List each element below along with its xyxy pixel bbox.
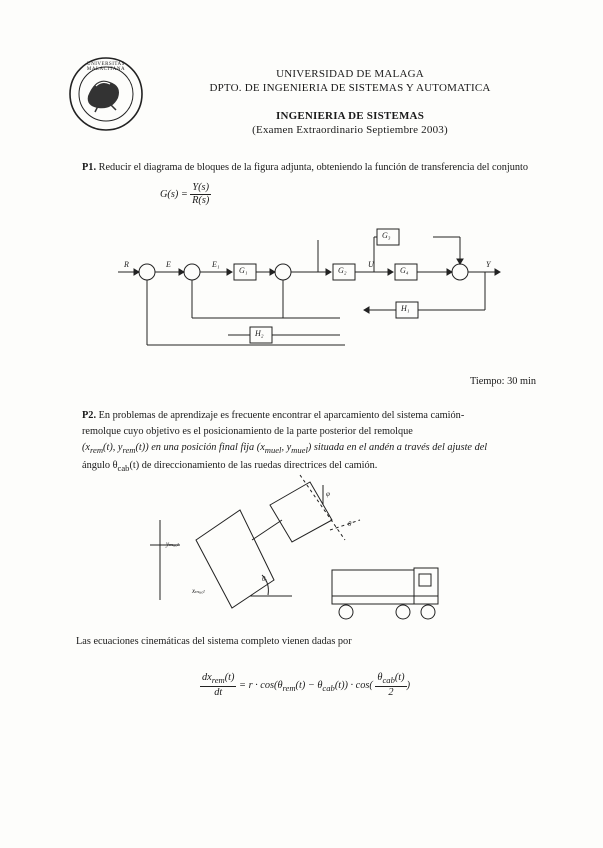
p2-l3-sub4: muel [291, 445, 308, 456]
university-name: UNIVERSIDAD DE MALAGA [276, 68, 424, 80]
block-h2: H₂ [255, 329, 264, 338]
p2-l4-sub: cab [117, 463, 130, 474]
formula-lhs: G(s) = [160, 188, 188, 200]
signal-r: R [124, 260, 129, 269]
eq-rhs-sub2: cab [322, 682, 335, 693]
kinematic-equation [200, 672, 410, 699]
p2-l3b: (t), y [103, 442, 123, 453]
block-g3: G₃ [382, 231, 391, 240]
eq-fraction-2 [375, 672, 406, 699]
block-g2: G₂ [338, 266, 347, 275]
eq-rhs-sub1: rem [282, 682, 296, 693]
label-ymuel: yₘᵤₑₗ [166, 540, 179, 548]
p2-l3c: (t)) en una posición final fija (x [135, 442, 265, 453]
eq-num-text: dx [202, 672, 212, 683]
eq-frac2-num-tail: (t) [394, 672, 405, 683]
p2-l3-sub3: muel [264, 445, 282, 456]
eq-num-tail: (t) [224, 672, 235, 683]
p2-line-2: remolque cuyo objetivo es el posicionamiento de la parte posterior del remolque [82, 426, 413, 437]
eq-den: dt [214, 687, 223, 699]
eq-frac2-num-text: θ [377, 672, 383, 683]
block-g4: G₄ [400, 266, 409, 275]
eq-frac2-den: 2 [388, 687, 394, 699]
p2-l3e: ) situada en el andén a través del ajuste del [307, 442, 488, 453]
eq-rhs-c: (t)) · cos( [334, 679, 373, 691]
p2-line-1-text: En problemas de aprendizaje es frecuente encontrar el aparcamiento del sistema camión- [98, 410, 465, 421]
formula-numerator: Y(s) [192, 182, 209, 193]
signal-u: U [368, 260, 374, 269]
course-title: INGENIERIA DE SISTEMAS [275, 110, 425, 122]
label-theta: θ [348, 520, 352, 528]
p1-text: Reducir el diagrama de bloques de la figura adjunta, obteniendo la función de transferencia del conjunto [98, 162, 529, 173]
block-h1: H₁ [401, 304, 410, 313]
formula-denominator: R(s) [192, 195, 210, 206]
eq-rhs-d: ) [406, 679, 411, 691]
eq-frac2-num-sub: cab [382, 675, 395, 686]
p2-l3d: , y [281, 442, 292, 453]
p2-l4b: (t) de direccionamiento de las ruedas directrices del camión. [129, 460, 378, 472]
seal-text: UNIVERSITAS MALACITANA [86, 62, 126, 72]
p2-number: P2. [82, 410, 97, 421]
eq-num-sub: rem [211, 675, 225, 686]
label-theta-r: θᵣ [262, 575, 268, 583]
eq-num [200, 672, 236, 687]
p1-number: P1. [82, 162, 97, 173]
p1-time: Tiempo: 30 min [470, 376, 536, 387]
eq-fraction-1 [200, 672, 236, 699]
p2-l3-sub2: rem [122, 445, 136, 456]
signal-e1: E₁ [212, 260, 220, 269]
eq-rhs-a: = r · cos(θ [239, 679, 283, 691]
block-g1: G₁ [239, 266, 248, 275]
p2-l3a: (x [82, 442, 90, 453]
eq-frac2-num [375, 672, 406, 687]
signal-y: Y [486, 260, 491, 269]
label-phi: φ [326, 490, 330, 498]
exam-title: (Examen Extraordinario Septiembre 2003) [252, 124, 448, 136]
signal-e: E [166, 260, 171, 269]
eq-rhs-b: (t) − θ [295, 679, 323, 691]
equations-intro: Las ecuaciones cinemáticas del sistema completo vienen dadas por [76, 636, 352, 647]
label-xmuel: xₘᵤₑₗ [192, 587, 205, 595]
p2-l3-sub1: rem [90, 445, 104, 456]
department-name: DPTO. DE INGENIERIA DE SISTEMAS Y AUTOMATICA [209, 82, 491, 94]
p2-l4a: ángulo θ [82, 460, 118, 472]
